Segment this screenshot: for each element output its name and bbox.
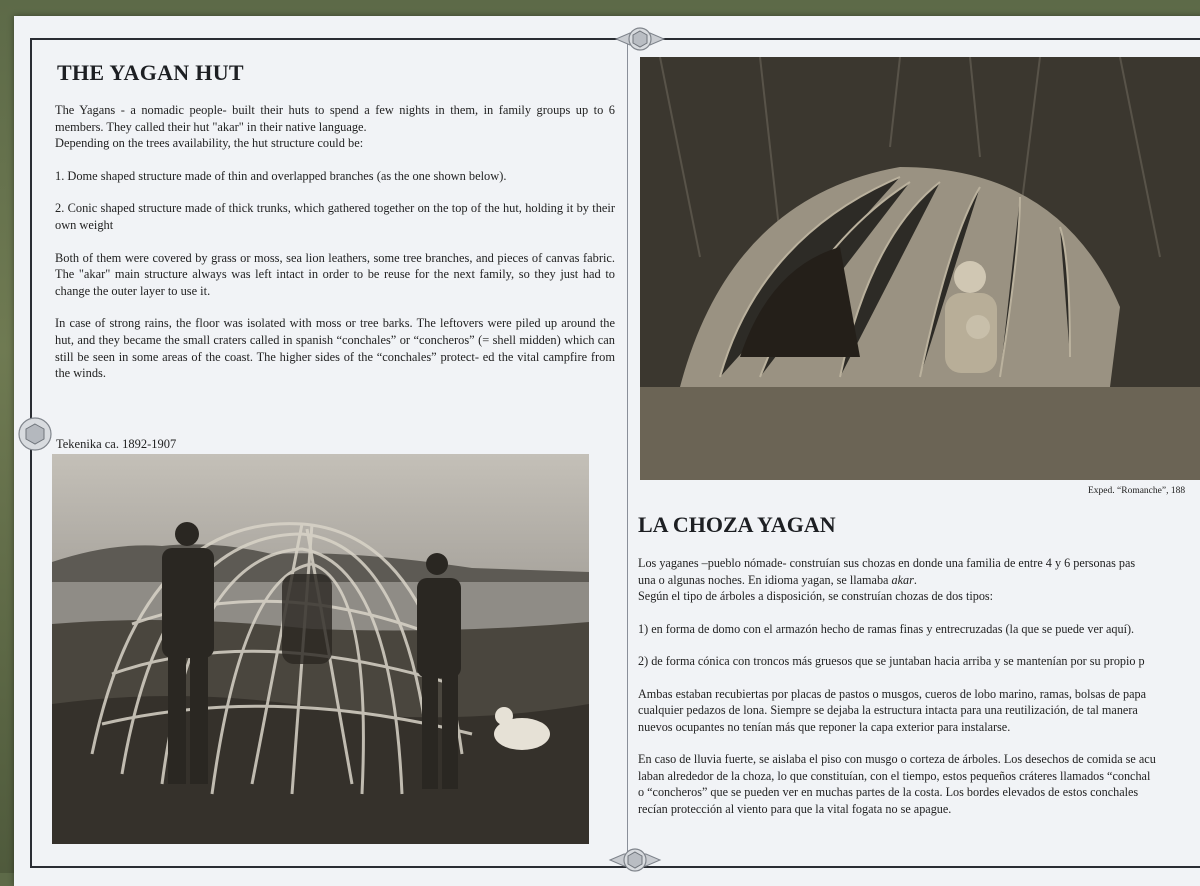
- spanish-paragraph-1-line-3: Según el tipo de árboles a disposición, se construían chozas de dos tipos:: [638, 589, 994, 603]
- right-photo-caption: Exped. “Romanche”, 188: [1088, 486, 1186, 496]
- spanish-paragraph-4-line-2: laban alrededor de la choza, lo que constituían, con el tiempo, estos pequeños cráteres llamados “conchal: [638, 768, 1151, 783]
- thatched-hut-illustration: [640, 57, 1200, 480]
- spanish-paragraph-4-line-1: En caso de lluvia fuerte, se aislaba el piso con musgo o corteza de árboles. Los desechos de comida se acu: [638, 752, 1156, 766]
- screw-bottom-icon: [606, 846, 664, 873]
- screw-top-icon: [612, 24, 668, 54]
- photo-hut-frame: [52, 454, 589, 844]
- spanish-akar-prefix: una o algunas noches. En idioma yagan, se llamaba: [638, 572, 892, 587]
- english-title: THE YAGAN HUT: [57, 60, 244, 85]
- screw-left-icon: [16, 416, 54, 452]
- spanish-item-2: 2) de forma cónica con troncos más gruesos que se juntaban hacia arriba y se mantenían por su propio p: [638, 654, 1145, 668]
- spanish-body: [638, 555, 1200, 817]
- spanish-paragraph-3-line-3: nuevos ocupantes no tenían más que reponer la capa exterior para instalarse.: [638, 719, 1011, 734]
- left-photo-caption: Tekenika ca. 1892-1907: [56, 437, 177, 451]
- spanish-paragraph-3-line-2: cualquier pedazos de lona. Siempre se dejaba la estructura intacta para una reutilización, de tal manera: [638, 703, 1138, 717]
- column-divider: [627, 40, 628, 864]
- spanish-paragraph-1-line-1: Los yaganes –pueblo nómade- construían sus chozas en donde una familia de entre 4 y 6 personas pas: [638, 556, 1136, 570]
- english-paragraph-3: Both of them were covered by grass or moss, sea lion leathers, some tree branches, and pieces of canvas fabric. The "akar" main structure always was left intact in order to be reuse for the next family, so they just had to change the outer layer to use it.: [55, 250, 615, 298]
- english-paragraph-1b: Depending on the trees availability, the hut structure could be:: [55, 136, 364, 151]
- spanish-paragraph-1-line-2: [638, 572, 1200, 589]
- spanish-akar-word: akar: [891, 572, 914, 587]
- english-paragraph-4: In case of strong rains, the floor was isolated with moss or tree barks. The leftovers were piled up around the hut, and they became the small craters called in spanish “conchales” or “concheros” (= shell midden) which can still be seen in some areas of the coast. The higher sides of the “conchales” protect- ed the vital campfire from the winds.: [55, 316, 615, 381]
- spanish-title: LA CHOZA YAGAN: [638, 512, 836, 537]
- spanish-item-1: 1) en forma de domo con el armazón hecho de ramas finas y entrecruzadas (la que se puede ver aquí).: [638, 621, 1135, 636]
- english-item-1: 1. Dome shaped structure made of thin and overlapped branches (as the one shown below).: [55, 168, 507, 183]
- photo-thatched-hut: [640, 57, 1200, 480]
- english-body: [55, 102, 615, 398]
- english-item-2: 2. Conic shaped structure made of thick trunks, which gathered together on the top of the hut, holding it by their own weight: [55, 201, 615, 232]
- hut-frame-illustration: [52, 454, 589, 844]
- spanish-paragraph-3-line-1: Ambas estaban recubiertas por placas de pastos o musgos, cueros de lobo marino, ramas, bolsas de papa: [638, 686, 1147, 701]
- spanish-paragraph-4-line-4: recían protección al viento para que la vital fogata no se apague.: [638, 801, 952, 816]
- english-paragraph-1: The Yagans - a nomadic people- built their huts to spend a few nights in them, in family groups up to 6 members. They called their hut "akar" in their native language.: [55, 103, 615, 134]
- spanish-paragraph-4-line-3: o “concheros” que se pueden ver en muchas partes de la costa. Los bordes elevados de estos conchales: [638, 785, 1139, 799]
- spanish-akar-suffix: .: [913, 572, 917, 587]
